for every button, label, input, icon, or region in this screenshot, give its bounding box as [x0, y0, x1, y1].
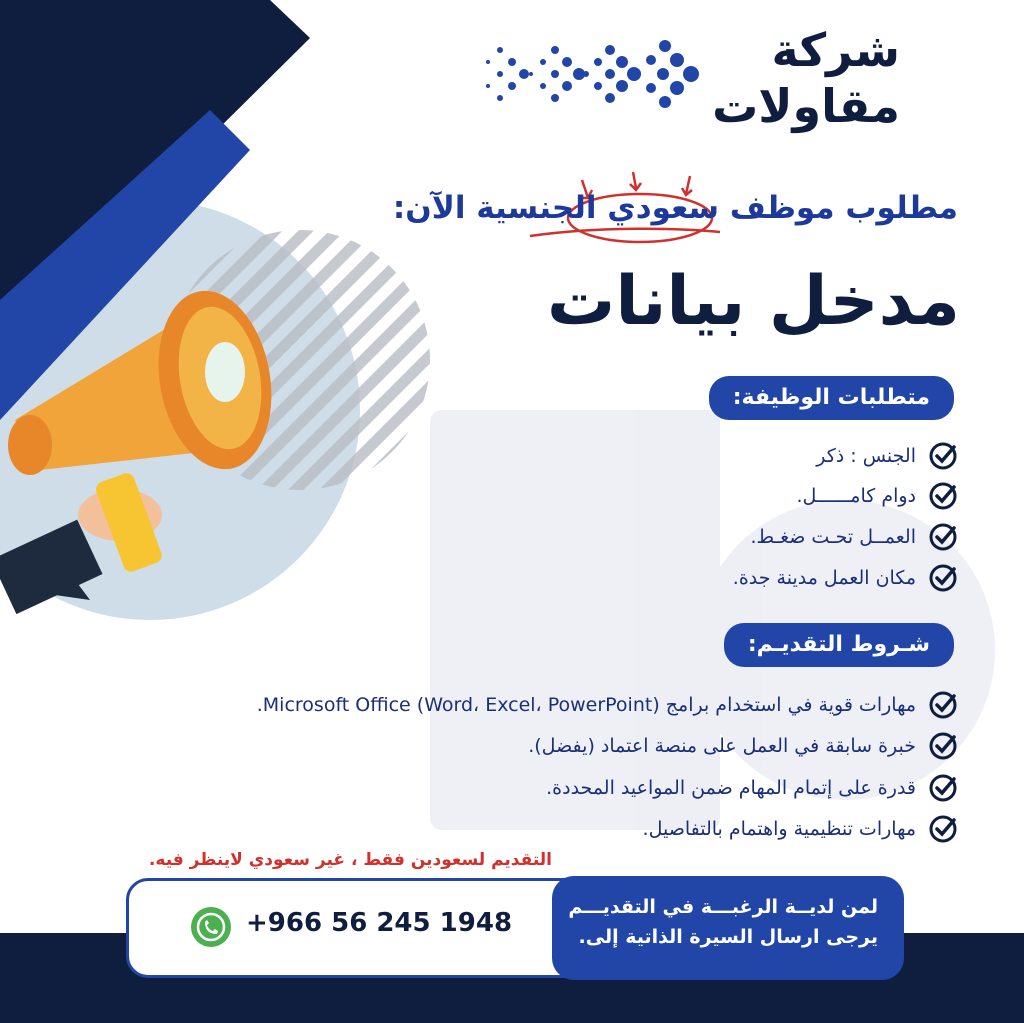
- phone-number[interactable]: +966 56 245 1948: [246, 908, 513, 938]
- requirement-text: العمــل تحـت ضغـط.: [750, 526, 916, 548]
- check-circle-icon: [928, 441, 958, 471]
- job-title: مدخل بيانات: [547, 262, 960, 341]
- condition-text: مهارات قوية في استخدام برامج (Microsoft Office (Word، Excel، PowerPoint.: [256, 694, 916, 716]
- conditions-heading: شـروط التقديـم:: [724, 623, 954, 667]
- condition-item: [643, 814, 958, 844]
- eligibility-note: التقديم لسعودين فقط ، غير سعودي لاينظر فيه.: [148, 850, 552, 870]
- check-circle-icon: [928, 731, 958, 761]
- condition-item: [257, 690, 958, 720]
- check-circle-icon: [928, 814, 958, 844]
- company-name: [712, 22, 900, 134]
- company-name-line1: شركة: [771, 23, 900, 77]
- requirement-item: [750, 522, 958, 552]
- check-circle-icon: [928, 690, 958, 720]
- condition-item: [528, 731, 958, 761]
- contact-line2: يرجى ارسال السيرة الذاتية إلى.: [578, 926, 878, 948]
- arrow-dots-icon: [486, 40, 699, 108]
- condition-text: خبرة سابقة في العمل على منصة اعتماد (يفضل).: [528, 735, 916, 757]
- requirement-text: دوام كامــــــل.: [796, 485, 916, 507]
- requirement-text: مكان العمل مدينة جدة.: [732, 567, 916, 589]
- condition-item: [546, 773, 958, 803]
- condition-text: قدرة على إتمام المهام ضمن المواعيد المحددة.: [546, 777, 916, 799]
- check-circle-icon: [928, 481, 958, 511]
- requirement-item: [733, 563, 958, 593]
- check-circle-icon: [928, 773, 958, 803]
- clipboard-watermark: [430, 410, 995, 830]
- whatsapp-icon: [190, 906, 232, 948]
- check-circle-icon: [928, 522, 958, 552]
- check-circle-icon: [928, 563, 958, 593]
- requirements-heading: متطلبات الوظيفة:: [709, 376, 954, 420]
- contact-instructions: [552, 876, 904, 980]
- condition-text: مهارات تنظيمية واهتمام بالتفاصيل.: [642, 818, 916, 840]
- requirement-item: [816, 441, 958, 471]
- contact-line1: لمن لديــة الرغبـــة في التقديـــم: [568, 896, 878, 918]
- requirement-text: الجنس : ذكر: [816, 445, 916, 467]
- headline: مطلوب موظف سعودي الجنسية الآن:: [392, 190, 958, 226]
- company-name-line2: مقاولات: [712, 79, 900, 133]
- requirement-item: [796, 481, 958, 511]
